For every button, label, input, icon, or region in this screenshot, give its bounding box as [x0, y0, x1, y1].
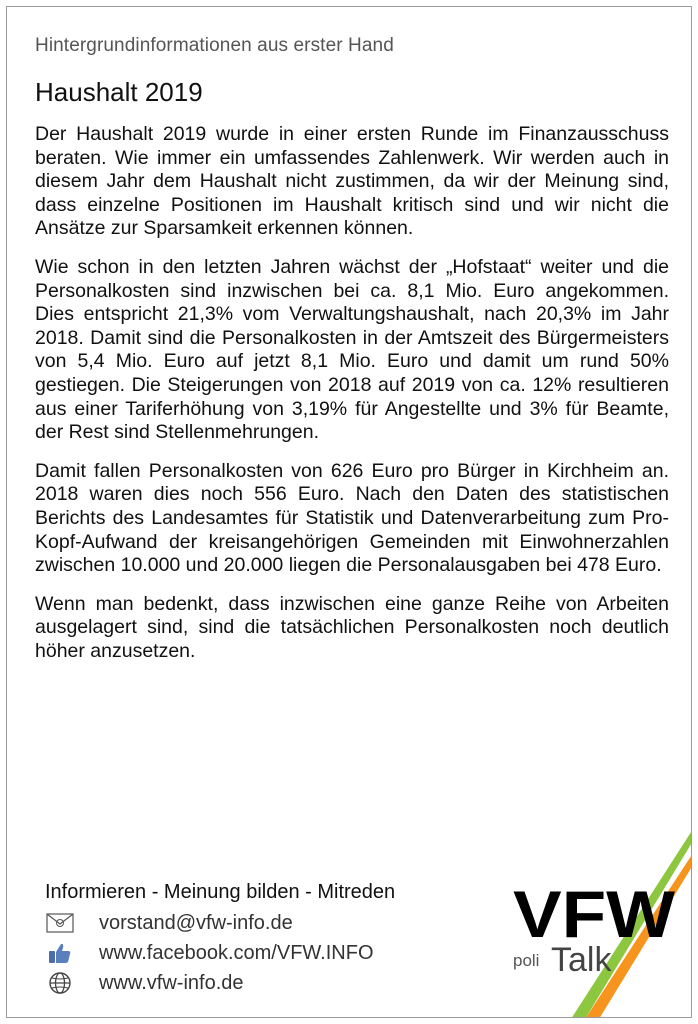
email-link[interactable]: vorstand@vfw-info.de: [99, 911, 293, 934]
globe-icon: [45, 969, 75, 997]
logo-brand-text: VFW: [513, 877, 676, 951]
contact-website[interactable]: [45, 969, 244, 997]
paragraph: Wie schon in den letzten Jahren wächst der „Hofstaat“ weiter und die Personalkosten sind inzwischen bei ca. 8,1 Mio. Euro angekommen. Dies entspricht 21,3% vom Verwaltungshaushalt, nach 20,3% im Jahr 2018. Damit sind die Personalkosten in der Amtszeit des Bürgermeisters von 5,4 Mio. Euro auf jetzt 8,1 Mio. Euro und damit um rund 50% gestiegen. Die Steigerungen von 2018 auf 2019 von ca. 12% resultieren aus einer Tariferhöhung von 3,19% für Angestellte und 3% für Beamte, der Rest sind Stellenmehrungen.: [35, 255, 669, 444]
logo-word-text: Talk: [551, 941, 612, 979]
contact-facebook[interactable]: [45, 939, 374, 967]
page-title: Haushalt 2019: [35, 77, 203, 107]
footer-tagline: Informieren - Meinung bilden - Mitreden: [45, 881, 396, 903]
paragraph: Wenn man bedenkt, dass inzwischen eine ganze Reihe von Arbeiten ausgelagert sind, sind die tatsächlichen Personalkosten noch deutlich höher anzusetzen.: [35, 592, 669, 662]
info-card: [6, 6, 692, 1018]
facebook-link[interactable]: www.facebook.com/VFW.INFO: [99, 941, 374, 964]
contact-email[interactable]: [45, 909, 293, 937]
kicker: Hintergrundinformationen aus erster Hand: [35, 35, 394, 56]
website-link[interactable]: www.vfw-info.de: [99, 971, 244, 994]
email-icon: [45, 909, 75, 937]
vfw-politalk-logo: [497, 829, 692, 1018]
paragraph: Damit fallen Personalkosten von 626 Euro pro Bürger in Kirchheim an. 2018 waren dies noch 556 Euro. Nach den Daten des statistischen Berichts des Landesamtes für Statistik und Datenverarbeitung zum Pro-Kopf-Aufwand der kreisangehörigen Gemeinden mit Einwohnerzahlen zwischen 10.000 und 20.000 liegen die Personalausgaben bei 478 Euro.: [35, 459, 669, 577]
logo-prefix-text: poli: [513, 951, 540, 970]
paragraph: Der Haushalt 2019 wurde in einer ersten Runde im Finanzausschuss beraten. Wie immer ein umfassendes Zahlenwerk. Wir werden auch in diesem Jahr dem Haushalt nicht zustimmen, da wir der Meinung sind, dass einzelne Positionen im Haushalt kritisch sind und wir nicht die Ansätze zur Sparsamkeit erkennen können.: [35, 123, 669, 240]
article-body: [35, 123, 669, 678]
facebook-like-icon: [45, 939, 75, 967]
